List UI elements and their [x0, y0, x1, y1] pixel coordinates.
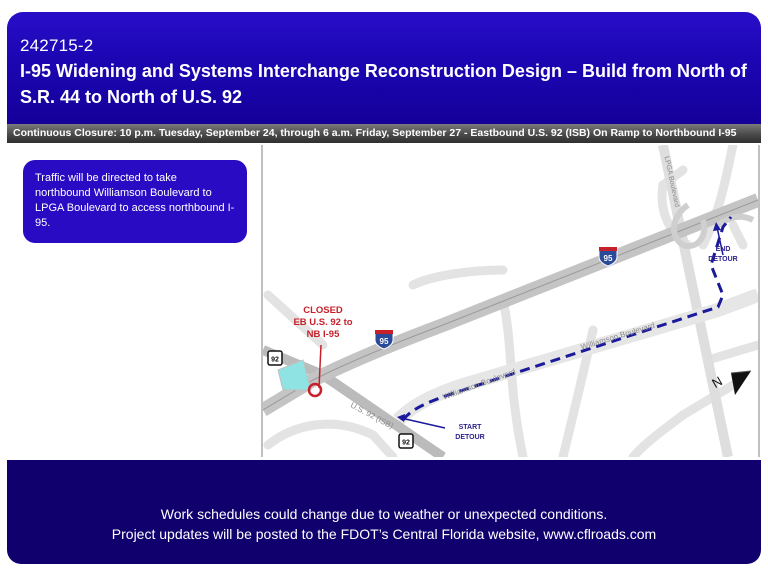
end-detour-label: END DETOUR: [708, 246, 738, 263]
project-id: 242715-2: [20, 36, 94, 55]
svg-text:92: 92: [402, 439, 410, 447]
footer-banner: [7, 460, 761, 564]
closed-label: CLOSED EB U.S. 92 to NB I-95: [293, 305, 353, 340]
project-title: I-95 Widening and Systems Interchange Reconstruction Design – Build from North of S.R. 44 to North of U.S. 92: [20, 61, 747, 107]
interstate-95-shield-icon: [373, 328, 395, 350]
compass-north-label: N: [709, 373, 725, 391]
closure-bar: Continuous Closure: 10 p.m. Tuesday, September 24, through 6 a.m. Friday, September 27 - Eastbound U.S. 92 (ISB) On Ramp to Northbound I-95: [7, 124, 761, 143]
road-label-us92: U.S. 92 (ISB): [348, 400, 395, 431]
footer-notice: Work schedules could change due to weather or unexpected conditions.: [160, 506, 608, 522]
svg-text:92: 92: [271, 356, 279, 364]
road-label-williamson: Williamson Boulevard: [579, 320, 656, 352]
svg-text:95: 95: [379, 337, 389, 346]
detour-map: [261, 145, 760, 457]
footer-website-notice: Project updates will be posted to the FDOT’s Central Florida website, www.cflroads.com: [111, 526, 657, 542]
road-label-lpga: LPGA Boulevard: [662, 155, 681, 208]
road-label-williamson: Williamson Boulevard: [441, 366, 517, 402]
us-92-shield-icon: [398, 433, 414, 449]
compass-icon: [731, 371, 751, 395]
map-graphic: [263, 145, 758, 457]
detour-info-box: Traffic will be directed to take northbound Williamson Boulevard to LPGA Boulevard to access northbound I-95.: [23, 160, 247, 243]
svg-text:95: 95: [603, 254, 613, 263]
us-92-shield-icon: [267, 350, 283, 366]
interstate-95-shield-icon: [597, 245, 619, 267]
header-banner: [7, 12, 761, 124]
start-detour-label: START DETOUR: [455, 424, 485, 441]
